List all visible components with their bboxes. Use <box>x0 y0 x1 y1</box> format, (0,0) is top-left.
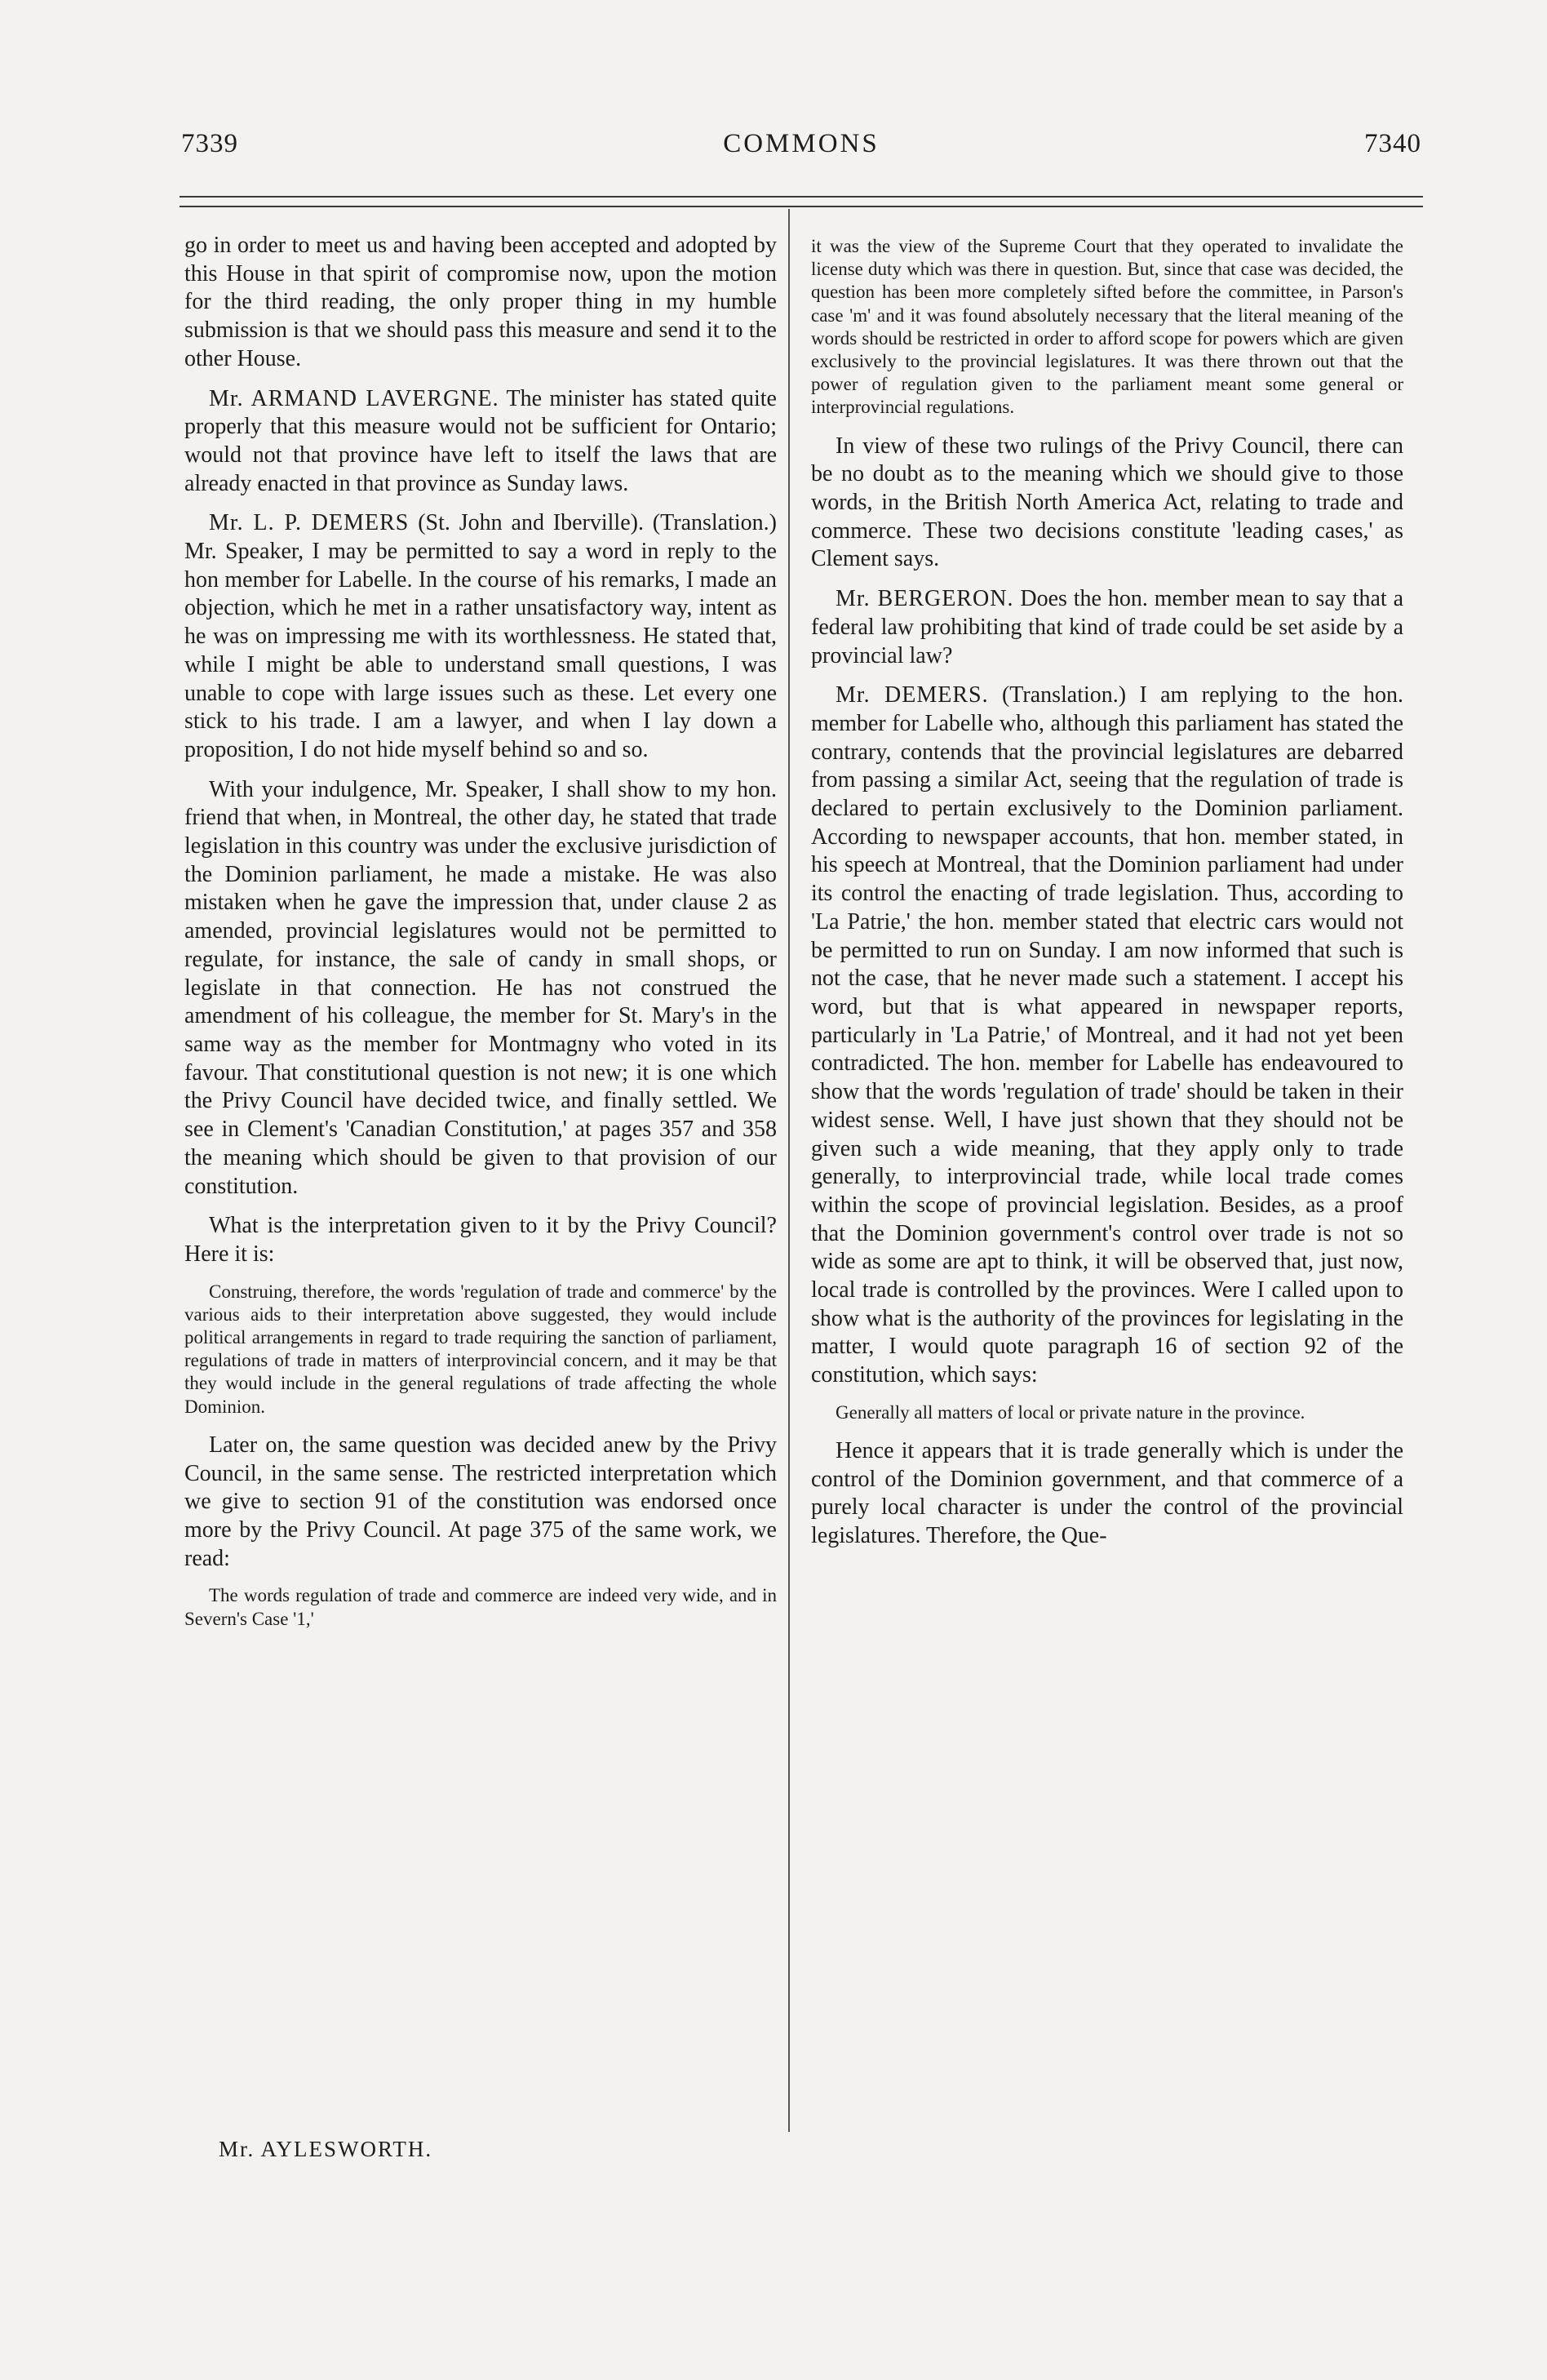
quotation: Construing, therefore, the words 'regulation of trade and commerce' by the various aids to their interpretation above suggested, they would include political arrangements in regard to trade requiring the sanction of parliament, regulations of trade in matters of interprovincial concern, and it may be that they would include in the general regulations of trade affecting the whole Dominion. <box>184 1281 777 1417</box>
right-column <box>811 232 1403 1562</box>
column-divider <box>788 209 790 2132</box>
speech-demers <box>184 509 777 764</box>
paragraph: What is the interpretation given to it by the Privy Council? Here it is: <box>184 1213 777 1267</box>
paragraph: go in order to meet us and having been accepted and adopted by this House in that spirit of compromise now, upon the motion for the third reading, the only proper thing in my humble submission is that we should pass this measure and send it to the other House. <box>184 233 777 371</box>
speech-text: (Translation.) I am replying to the hon. member for Labelle who, although this parliament has stated the contrary, contends that the provincial legislatures are debarred from passing a similar Act, seeing that the regulation of trade is declared to pertain exclusively to the Dominion parliament. According to newspaper accounts, that hon. member stated, in his speech at Montreal, that the Dominion parliament had under its control the enacting of trade legislation. Thus, according to 'La Patrie,' the hon. member stated that electric cars would not be permitted to run on Sunday. I am now informed that such is not the case, that he never made such a statement. I accept his word, but that is what appeared in newspaper reports, particularly in 'La Patrie,' of Montreal, and it had not yet been contradicted. The hon. member for Labelle has endeavoured to show that the words 'regulation of trade' should be taken in their widest sense. Well, I have just shown that they should not be given such a wide meaning, that they apply only to trade generally, to interprovincial trade, while local trade comes within the scope of provincial legislation. Besides, as a proof that the Dominion government's control over trade is not so wide as some are apt to think, it will be observed that, just now, local trade is controlled by the provinces. Were I called upon to show what is the authority of the provinces for legislating in the matter, I would quote paragraph 16 of section 92 of the constitution, which says: <box>811 682 1403 1388</box>
paragraph: Hence it appears that it is trade generally which is under the control of the Dominion government, and that commerce of a purely local character is under the control of the provincial legislatures. Therefore, the Que- <box>811 1438 1403 1549</box>
speaker-name: Mr. BERGERON. <box>836 586 1014 612</box>
speaker-name: Mr. ARMAND LAVERGNE. <box>209 385 499 411</box>
speech-demers <box>811 682 1403 1390</box>
paragraph: Later on, the same question was decided anew by the Privy Council, in the same sense. The restricted interpretation which we give to section 91 of the constitution was endorsed once more by the Privy Council. At page 375 of the same work, we read: <box>184 1432 777 1571</box>
speech-text: Does the hon. member mean to say that a federal law prohibiting that kind of trade could be set aside by a provincial law? <box>811 586 1403 668</box>
quotation: The words regulation of trade and commerce are indeed very wide, and in Severn's Case '1,' <box>184 1585 777 1629</box>
quotation: Generally all matters of local or private nature in the province. <box>836 1401 1305 1423</box>
paragraph: In view of these two rulings of the Privy Council, there can be no doubt as to the meaning which we should give to those words, in the British North America Act, relating to trade and commerce. These two decisions constitute 'leading cases,' as Clement says. <box>811 433 1403 572</box>
speech-text: (St. John and Iberville). (Translation.) Mr. Speaker, I may be permitted to say a word in reply to the hon member for Labelle. In the course of his remarks, I made an objection, which he met in a rather unsatisfactory way, intent as he was on impressing me with its worthlessness. He stated that, while I might be able to understand small questions, I was unable to cope with large issues such as these. Let every one stick to his trade. I am a lawyer, and when I lay down a proposition, I do not hide myself behind so and so. <box>184 510 777 762</box>
speech-bergeron <box>811 585 1403 670</box>
left-column <box>184 232 777 1644</box>
page-number-left: 7339 <box>181 129 238 158</box>
quotation-continued: it was the view of the Supreme Court that they operated to invalidate the license duty which was there in question. But, since that case was decided, the question has been more completely sifted before the committee, in Parson's case 'm' and it was found absolutely necessary that the literal meaning of the words should be restricted in order to afford scope for powers which are given exclusively to the provincial legislatures. It was there thrown out that the power of regulation given to the parliament meant some general or interprovincial regulations. <box>811 236 1403 418</box>
speech-text: The minister has stated quite properly that this measure would not be sufficient for Ontario; would not that province have left to itself the laws that are already enacted in that province as Sunday laws. <box>184 385 777 496</box>
page-number-right: 7340 <box>1364 129 1421 158</box>
page-header <box>181 129 1421 178</box>
paragraph: With your indulgence, Mr. Speaker, I shall show to my hon. friend that when, in Montreal, the other day, he stated that trade legislation in this country was under the exclusive jurisdiction of the Dominion parliament, he made a mistake. He was also mistaken when he gave the impression that, under clause 2 as amended, provincial legislatures would not be permitted to regulate, for instance, the sale of candy in small shops, or legislate in that connection. He has not construed the amendment of his colleague, the member for St. Mary's in the same way as the member for Montmagny who voted in its favour. That constitutional question is not new; it is one which the Privy Council have decided twice, and finally settled. We see in Clement's 'Canadian Constitution,' at pages 357 and 358 the meaning which should be given to that provision of our constitution. <box>184 776 777 1199</box>
speech-lavergne <box>184 385 777 499</box>
speaker-name: Mr. L. P. DEMERS <box>209 510 410 536</box>
footer-member-name: Mr. AYLESWORTH. <box>219 2137 433 2161</box>
header-rule-top <box>180 196 1423 198</box>
header-rule-bottom <box>180 206 1423 207</box>
speaker-name: Mr. DEMERS. <box>836 682 989 708</box>
running-title: COMMONS <box>723 129 880 158</box>
